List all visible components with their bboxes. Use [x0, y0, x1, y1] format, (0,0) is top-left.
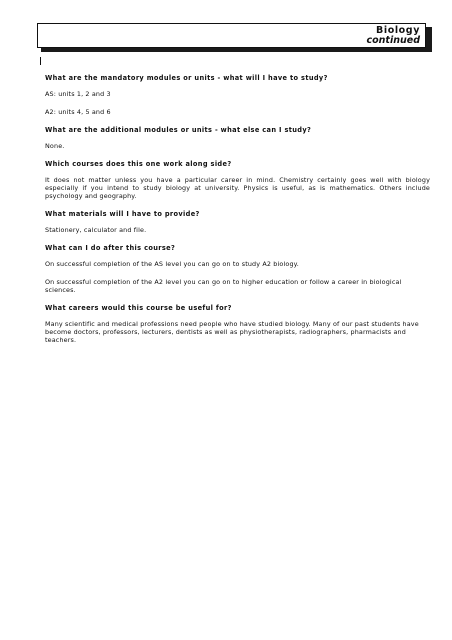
- answer-paragraph: On successful completion of the A2 level you can go on to higher education or follow a career in biological sciences.: [45, 278, 402, 294]
- answer-paragraph: A2: units 4, 5 and 6: [45, 108, 111, 116]
- answer-paragraph: None.: [45, 142, 65, 150]
- question-heading: What materials will I have to provide?: [45, 210, 200, 218]
- question-heading: What are the additional modules or units - what else can I study?: [45, 126, 312, 134]
- content-area: [45, 74, 430, 344]
- answer-paragraph: It does not matter unless you have a particular career in mind. Chemistry certainly goes well with biology especially if you intend to study biology at university. Physics is useful, as is mathematics. Others include psychology and geography.: [45, 176, 430, 200]
- page-subtitle: continued: [366, 35, 420, 46]
- answer-paragraph: Many scientific and medical professions need people who have studied biology. Many of our past students have become doctors, professors, lecturers, dentists as well as physiotherapists, radiographers, pharmacists and teachers.: [45, 320, 419, 344]
- answer-paragraph: On successful completion of the AS level you can go on to study A2 biology.: [45, 260, 299, 268]
- answer-paragraph: AS: units 1, 2 and 3: [45, 90, 111, 98]
- answer-paragraph: Stationery, calculator and file.: [45, 226, 147, 234]
- question-heading: What can I do after this course?: [45, 244, 176, 252]
- question-heading: What careers would this course be useful for?: [45, 304, 232, 312]
- question-heading: What are the mandatory modules or units - what will I have to study?: [45, 74, 328, 82]
- page-title: Biology: [376, 25, 420, 36]
- corner-mark: [40, 57, 41, 65]
- header-box: [37, 23, 426, 48]
- question-heading: Which courses does this one work along side?: [45, 160, 232, 168]
